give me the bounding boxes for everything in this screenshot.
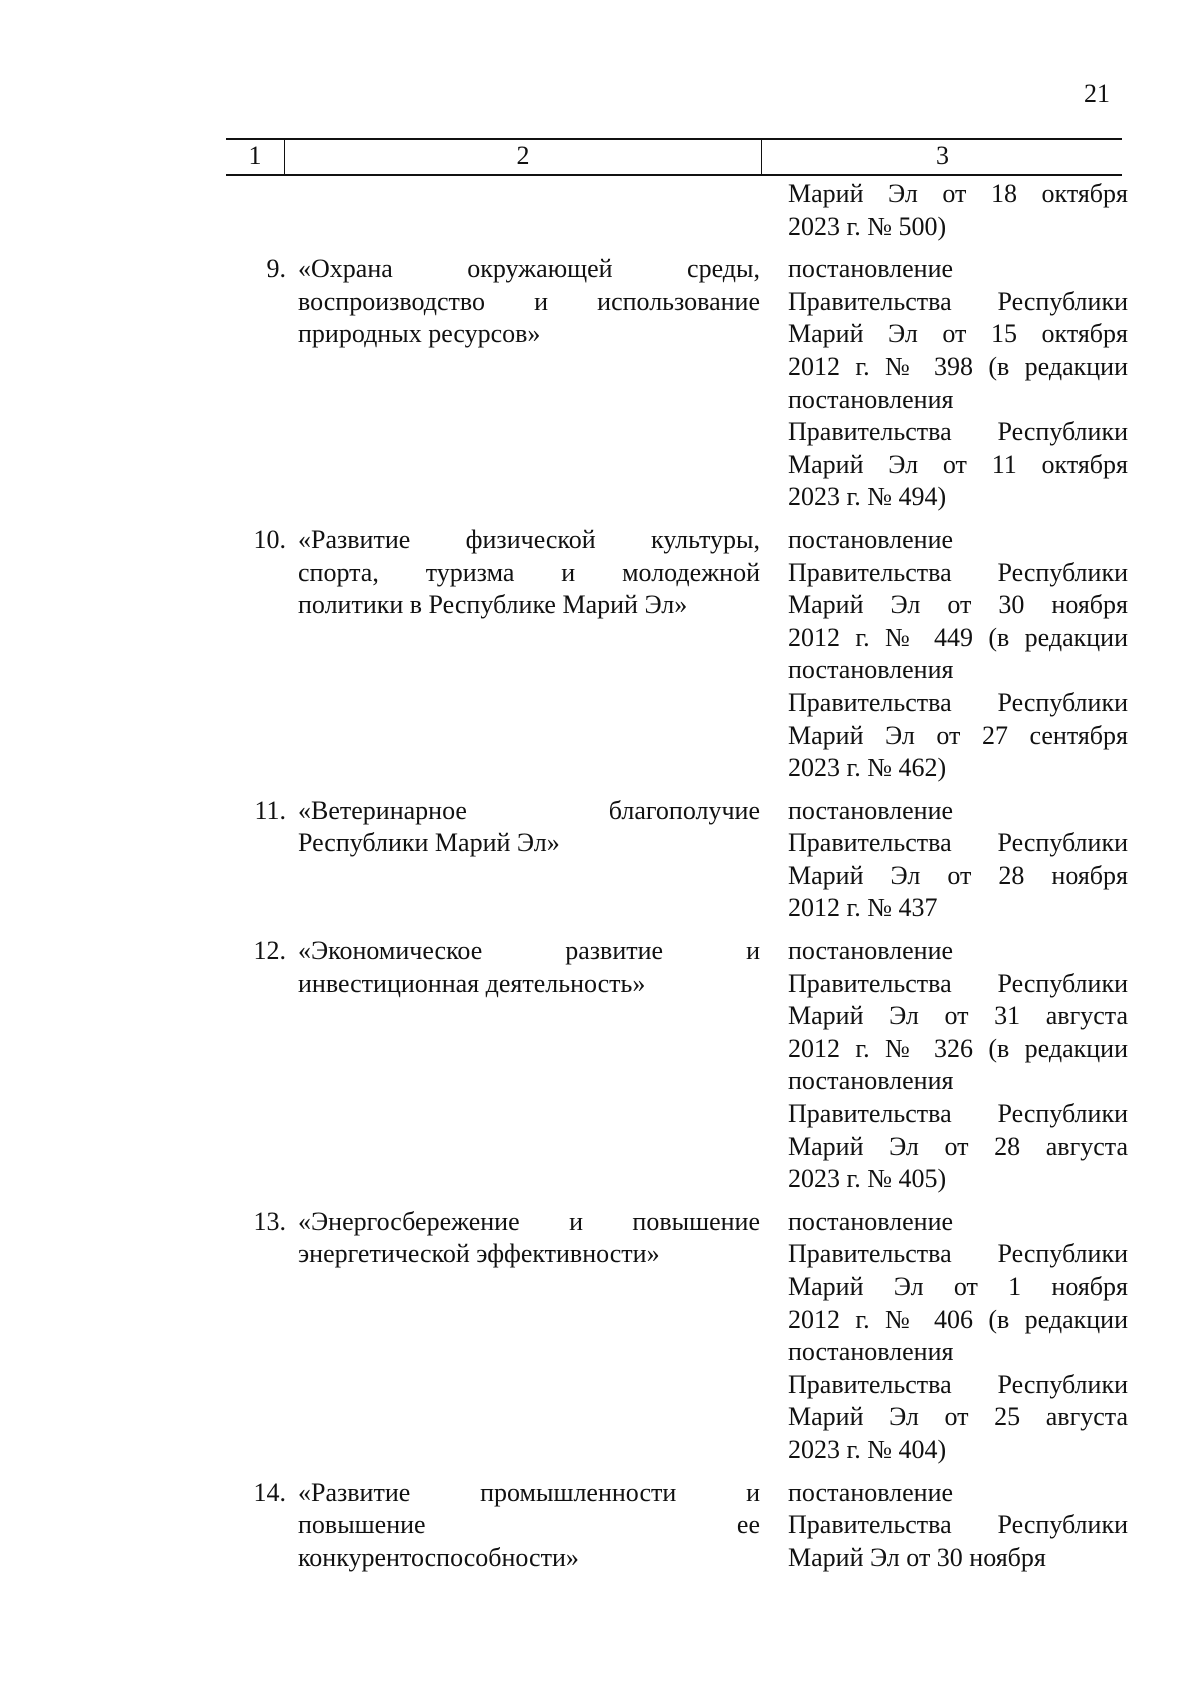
header-col-1: 1 xyxy=(226,140,285,174)
legal-act-line: Марий Эл от 25 августа xyxy=(788,1402,1128,1432)
legal-act-line: постановление xyxy=(788,795,954,825)
legal-act-line: постановления xyxy=(788,384,954,414)
legal-act xyxy=(788,253,1128,514)
legal-act-line: Правительства Республики xyxy=(788,1099,1128,1129)
legal-act-line: 2012 г. № 449 (в редакции xyxy=(788,622,1128,652)
program-name-line: инвестиционная деятельность» xyxy=(298,968,646,998)
row-number xyxy=(226,178,286,243)
page-number: 21 xyxy=(1084,79,1110,108)
table-row xyxy=(226,524,1128,785)
legal-act-line: 2012 г. № 398 (в редакции xyxy=(788,351,1128,381)
legal-act-line: Правительства Республики xyxy=(788,1369,1128,1399)
legal-act xyxy=(788,178,1128,243)
row-number: 11. xyxy=(254,795,286,825)
legal-act-line: Правительства Республики xyxy=(788,968,1128,998)
program-name-line: повышение ее xyxy=(298,1510,760,1540)
program-name xyxy=(298,253,760,514)
program-name-line: «Развитие промышленности и xyxy=(298,1477,760,1507)
program-name-line: Республики Марий Эл» xyxy=(298,828,560,858)
table-row xyxy=(226,253,1128,514)
legal-act-line: Правительства Республики xyxy=(788,1239,1128,1269)
legal-act-line: 2023 г. № 405) xyxy=(788,1164,947,1194)
legal-act-line: Марий Эл от 1 ноября xyxy=(788,1272,1128,1301)
program-name-line: политики в Республике Марий Эл» xyxy=(298,590,688,620)
legal-act xyxy=(788,795,1128,925)
legal-act-line: Марий Эл от 18 октября xyxy=(788,179,1128,208)
legal-act-line: Марий Эл от 28 августа xyxy=(788,1131,1128,1161)
table-row xyxy=(226,1206,1128,1467)
row-number: 9. xyxy=(266,254,286,284)
program-name xyxy=(298,524,760,785)
table-row xyxy=(226,795,1128,925)
program-name xyxy=(298,178,760,243)
legal-act-line: Правительства Республики xyxy=(788,417,1128,447)
program-name-line: «Экономическое развитие и xyxy=(298,936,760,966)
program-name-line: природных ресурсов» xyxy=(298,319,541,349)
legal-act xyxy=(788,935,1128,1196)
legal-act-line: 2012 г. № 406 (в редакции xyxy=(788,1304,1128,1334)
header-col-2: 2 xyxy=(285,140,762,174)
legal-act-line: 2023 г. № 462) xyxy=(788,753,947,783)
legal-act-line: постановления xyxy=(788,1337,954,1367)
program-name-line: «Развитие физической культуры, xyxy=(298,524,760,554)
table-row xyxy=(226,1477,1128,1575)
legal-act-line: Марий Эл от 27 сентября xyxy=(788,720,1128,750)
program-name-line: «Охрана окружающей среды, xyxy=(298,254,760,284)
row-number: 12. xyxy=(253,936,286,966)
legal-act-line: 2012 г. № 326 (в редакции xyxy=(788,1033,1128,1063)
table-header xyxy=(226,138,1122,176)
legal-act-line: 2023 г. № 500) xyxy=(788,211,947,241)
legal-act-line: постановление xyxy=(788,1477,954,1507)
legal-act xyxy=(788,1477,1128,1575)
legal-act-line: Правительства Республики xyxy=(788,1510,1128,1540)
legal-act-line: постановление xyxy=(788,1206,954,1236)
header-col-3: 3 xyxy=(936,141,949,170)
legal-act-line: постановления xyxy=(788,1066,954,1096)
legal-act-line: Марий Эл от 30 ноября xyxy=(788,1542,1046,1572)
table-row-continuation xyxy=(226,178,1128,243)
legal-act-line: постановления xyxy=(788,655,954,685)
program-name-line: «Энергосбережение и повышение xyxy=(298,1206,760,1236)
legal-act-line: постановление xyxy=(788,254,954,284)
legal-act-line: Правительства Республики xyxy=(788,828,1128,858)
legal-act-line: Правительства Республики xyxy=(788,286,1128,316)
program-name xyxy=(298,795,760,925)
program-name-line: спорта, туризма и молодежной xyxy=(298,557,760,587)
legal-act-line: Правительства Республики xyxy=(788,557,1128,587)
legal-act-line: постановление xyxy=(788,936,954,966)
row-number: 13. xyxy=(253,1206,286,1236)
table-body xyxy=(226,178,1128,1584)
legal-act xyxy=(788,1206,1128,1467)
legal-act-line: Марий Эл от 11 октября xyxy=(788,449,1128,479)
program-name-line: воспроизводство и использование xyxy=(298,286,760,316)
legal-act-line: Марий Эл от 15 октября xyxy=(788,319,1128,349)
legal-act-line: Марий Эл от 31 августа xyxy=(788,1001,1128,1031)
table-row xyxy=(226,935,1128,1196)
legal-act-line: 2023 г. № 494) xyxy=(788,482,947,512)
legal-act-line: Правительства Республики xyxy=(788,687,1128,717)
row-number: 10. xyxy=(253,524,286,554)
legal-act-line: Марий Эл от 28 ноября xyxy=(788,860,1128,890)
legal-act-line: 2012 г. № 437 xyxy=(788,893,938,923)
row-number: 14. xyxy=(253,1477,286,1507)
program-name xyxy=(298,935,760,1196)
program-name xyxy=(298,1477,760,1575)
program-name-line: «Ветеринарное благополучие xyxy=(298,795,760,825)
program-name-line: конкурентоспособности» xyxy=(298,1542,579,1572)
program-name xyxy=(298,1206,760,1467)
legal-act-line: Марий Эл от 30 ноября xyxy=(788,590,1128,620)
legal-act-line: постановление xyxy=(788,524,954,554)
legal-act xyxy=(788,524,1128,785)
legal-act-line: 2023 г. № 404) xyxy=(788,1434,947,1464)
program-name-line: энергетической эффективности» xyxy=(298,1239,660,1269)
